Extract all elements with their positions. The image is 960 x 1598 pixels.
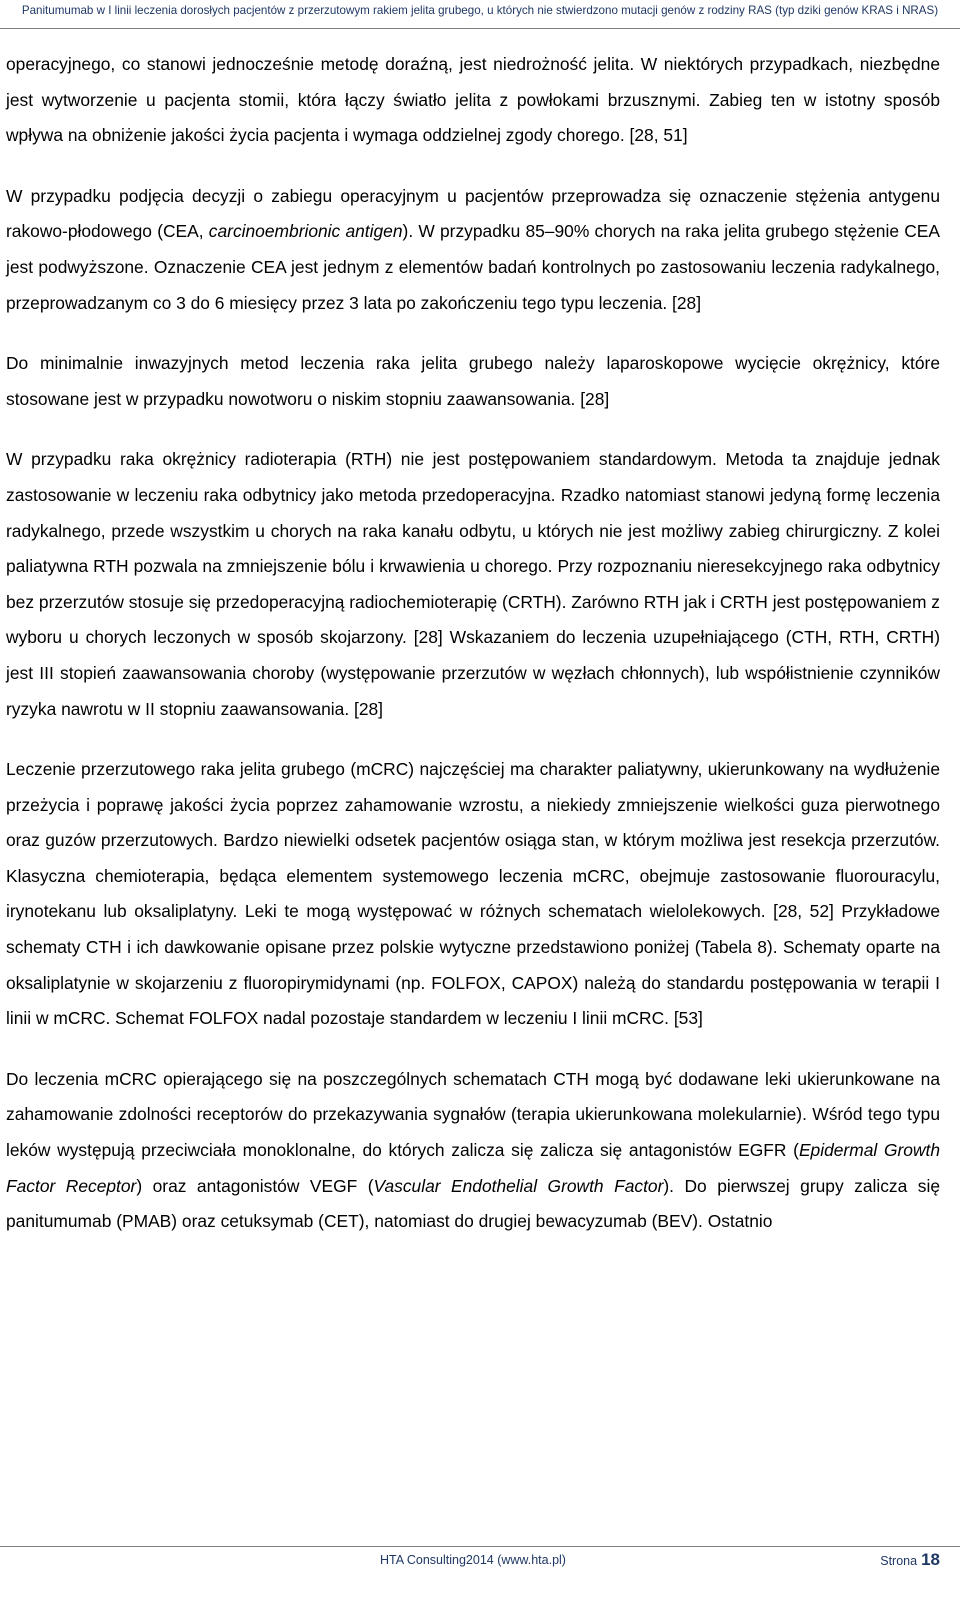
text-run: Do minimalnie inwazyjnych metod leczenia raka jelita grubego należy laparoskopowe wycięcie okrężnicy, które stosowane jest w przypadku nowotworu o niskim stopniu zaawansowania. [28] (6, 353, 940, 409)
text-run: ). W przypadku 85–90% chorych na raka jelita grubego stężenie CEA jest podwyższone. Oznaczenie CEA jest jednym z elementów badań kontrolnych po zastosowaniu leczenia radykalnego, przeprowadzanym co 3 do 6 miesięcy przez 3 lata po zakończeniu tego typu leczenia. [28] (6, 221, 940, 313)
page-header (0, 0, 960, 29)
text-run: operacyjnego, co stanowi jednocześnie metodę doraźną, jest niedrożność jelita. W niektórych przypadkach, niezbędne jest wytworzenie u pacjenta stomii, która łączy światło jelita z powłokami brzusznymi. Zabieg ten w istotny sposób wpływa na obniżenie jakości życia pacjenta i wymaga oddzielnej zgody chorego. [28, 51] (6, 54, 940, 146)
header-title: Panitumumab w I linii leczenia dorosłych pacjentów z przerzutowym rakiem jelita grubego, u których nie stwierdzono mutacji genów z rodziny RAS (typ dziki genów KRAS i NRAS) (21, 4, 939, 17)
italic-term: carcinoembrionic antigen (208, 221, 403, 242)
text-run: W przypadku podjęcia decyzji o zabiegu operacyjnym u pacjentów przeprowadza się oznaczenie stężenia antygenu rakowo-płodowego (CEA, (6, 185, 940, 242)
text-run: W przypadku raka okrężnicy radioterapia (RTH) nie jest postępowaniem standardowym. Metoda ta znajduje jednak zastosowanie w leczeniu raka odbytnicy jako metoda przedoperacyjna. Rzadko natomiast stanowi jedyną formę leczenia radykalnego, przede wszystkim u chorych na raka kanału odbytu, u których nie jest możliwy zabieg chirurgiczny. Z kolei paliatywna RTH pozwala na zmniejszenie bólu i krwawienia u chorego. Przy rozpoznaniu nieresekcyjnego raka odbytnicy bez przerzutów stosuje się przedoperacyjną radiochemioterapię (CRTH). Zarówno RTH jak i CRTH jest postępowaniem z wyboru u chorych leczonych w sposób skojarzony. [28] Wskazaniem do leczenia uzupełniającego (CTH, RTH, CRTH) jest III stopień zaawansowania choroby (występowanie przerzutów w węzłach chłonnych), lub współistnienie czynników ryzyka nawrotu w II stopniu zaawansowania. [28] (6, 449, 940, 719)
text-run: Do leczenia mCRC opierającego się na poszczególnych schematach CTH mogą być dodawane leki ukierunkowane na zahamowanie zdolności receptorów do przekazywania sygnałów (terapia ukierunkowana molekularnie). Wśród tego typu leków występują przeciwciała monoklonalne, do których zalicza się zalicza się antagonistów EGFR ( (6, 1068, 940, 1161)
page-footer (0, 1546, 960, 1598)
paragraph-3 (6, 346, 940, 417)
paragraph-2 (6, 179, 940, 321)
paragraph-5 (6, 752, 940, 1037)
page-number: 18 (921, 1550, 940, 1569)
text-run: ). Do pierwszej grupy zalicza się panitumumab (PMAB) oraz cetuksymab (CET), natomiast do drugiej bewacyzumab (BEV). Ostatnio (6, 1175, 941, 1232)
paragraph-6 (6, 1062, 940, 1240)
document-body (6, 47, 940, 1265)
text-run: ) oraz antagonistów VEGF ( (136, 1175, 374, 1196)
page-label: Strona (880, 1554, 918, 1568)
paragraph-1 (6, 47, 940, 154)
page-number-block (880, 1550, 940, 1570)
italic-term: Epidermal Growth Factor Receptor (6, 1140, 940, 1196)
paragraph-4 (6, 442, 940, 727)
italic-term: Vascular Endothelial Growth Factor (373, 1175, 664, 1196)
text-run: Leczenie przerzutowego raka jelita grubego (mCRC) najczęściej ma charakter paliatywny, ukierunkowany na wydłużenie przeżycia i poprawę jakości życia poprzez zahamowanie wzrostu, a niekiedy zmniejszenie wielkości guza pierwotnego oraz guzów przerzutowych. Bardzo niewielki odsetek pacjentów osiąga stan, w którym możliwa jest resekcja przerzutów. Klasyczna chemioterapia, będąca elementem systemowego leczenia mCRC, obejmuje zastosowanie fluorouracylu, irynotekanu lub oksaliplatyny. Leki te mogą występować w różnych schematach wielolekowych. [28, 52] Przykładowe schematy CTH i ich dawkowanie opisane przez polskie wytyczne przedstawiono poniżej (Tabela 8). Schematy oparte na oksaliplatynie w skojarzeniu z fluoropirymidynami (np. FOLFOX, CAPOX) należą do standardu postępowania w terapii I linii w mCRC. Schemat FOLFOX nadal pozostaje standardem w leczeniu I linii mCRC. [53] (6, 759, 940, 1029)
footer-source: HTA Consulting2014 (www.hta.pl) (380, 1553, 566, 1567)
